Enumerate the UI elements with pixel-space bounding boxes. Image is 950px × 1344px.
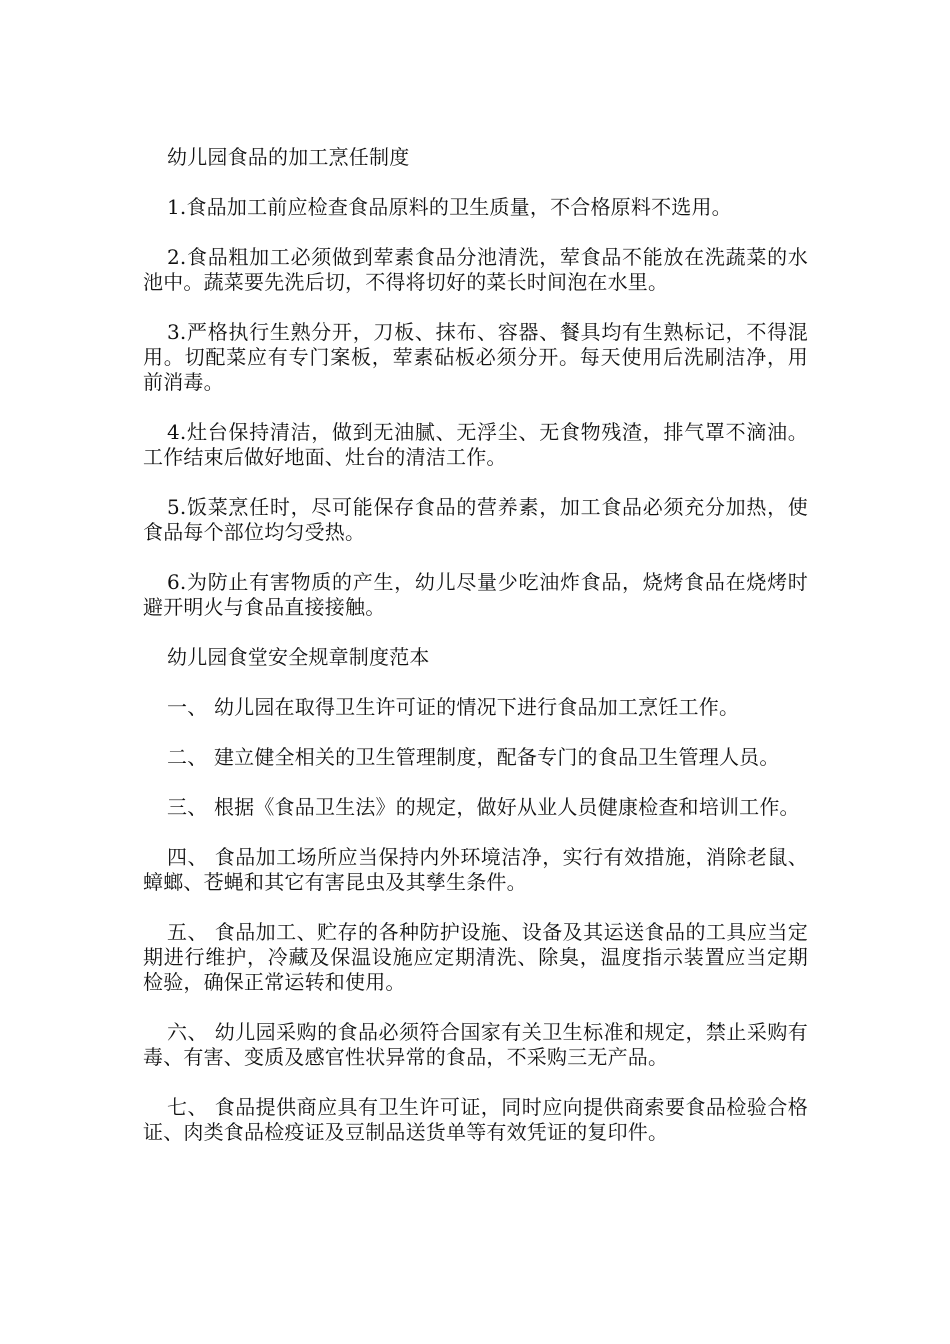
section-title-safety: 幼儿园食堂安全规章制度范本	[167, 645, 430, 669]
rule-item-6: 6.为防止有害物质的产生，幼儿尽量少吃油炸食品，烧烤食品在烧烤时避开明火与食品直接接触。	[143, 570, 808, 619]
rule-item-1: 1.食品加工前应检查食品原料的卫生质量，不合格原料不选用。	[167, 195, 732, 219]
safety-rule-4: 四、 食品加工场所应当保持内外环境洁净，实行有效措施，消除老鼠、蟑螂、苍蝇和其它有害昆虫及其孳生条件。	[143, 845, 808, 894]
section-title-processing: 幼儿园食品的加工烹任制度	[167, 145, 410, 169]
safety-rule-1: 一、 幼儿园在取得卫生许可证的情况下进行食品加工烹饪工作。	[167, 695, 740, 719]
safety-rule-5: 五、 食品加工、贮存的各种防护设施、设备及其运送食品的工具应当定期进行维护，冷藏及保温设施应定期清洗、除臭，温度指示装置应当定期检验，确保正常运转和使用。	[143, 920, 808, 994]
rule-item-2: 2.食品粗加工必须做到荤素食品分池清洗，荤食品不能放在洗蔬菜的水池中。蔬菜要先洗后切，不得将切好的菜长时间泡在水里。	[143, 245, 808, 294]
rule-item-3: 3.严格执行生熟分开，刀板、抹布、容器、餐具均有生熟标记，不得混用。切配菜应有专门案板，荤素砧板必须分开。每天使用后洗刷洁净，用前消毒。	[143, 320, 808, 394]
safety-rule-3: 三、 根据《食品卫生法》的规定，做好从业人员健康检查和培训工作。	[167, 795, 800, 819]
document-page	[143, 145, 808, 1170]
rule-item-4: 4.灶台保持清洁，做到无油腻、无浮尘、无食物残渣，排气罩不滴油。工作结束后做好地面、灶台的清洁工作。	[143, 420, 808, 469]
safety-rule-7: 七、 食品提供商应具有卫生许可证，同时应向提供商索要食品检验合格证、肉类食品检疫证及豆制品送货单等有效凭证的复印件。	[143, 1095, 808, 1144]
safety-rule-2: 二、 建立健全相关的卫生管理制度，配备专门的食品卫生管理人员。	[167, 745, 780, 769]
rule-item-5: 5.饭菜烹任时，尽可能保存食品的营养素，加工食品必须充分加热，使食品每个部位均匀受热。	[143, 495, 808, 544]
safety-rule-6: 六、 幼儿园采购的食品必须符合国家有关卫生标准和规定，禁止采购有毒、有害、变质及感官性状异常的食品，不采购三无产品。	[143, 1020, 808, 1069]
